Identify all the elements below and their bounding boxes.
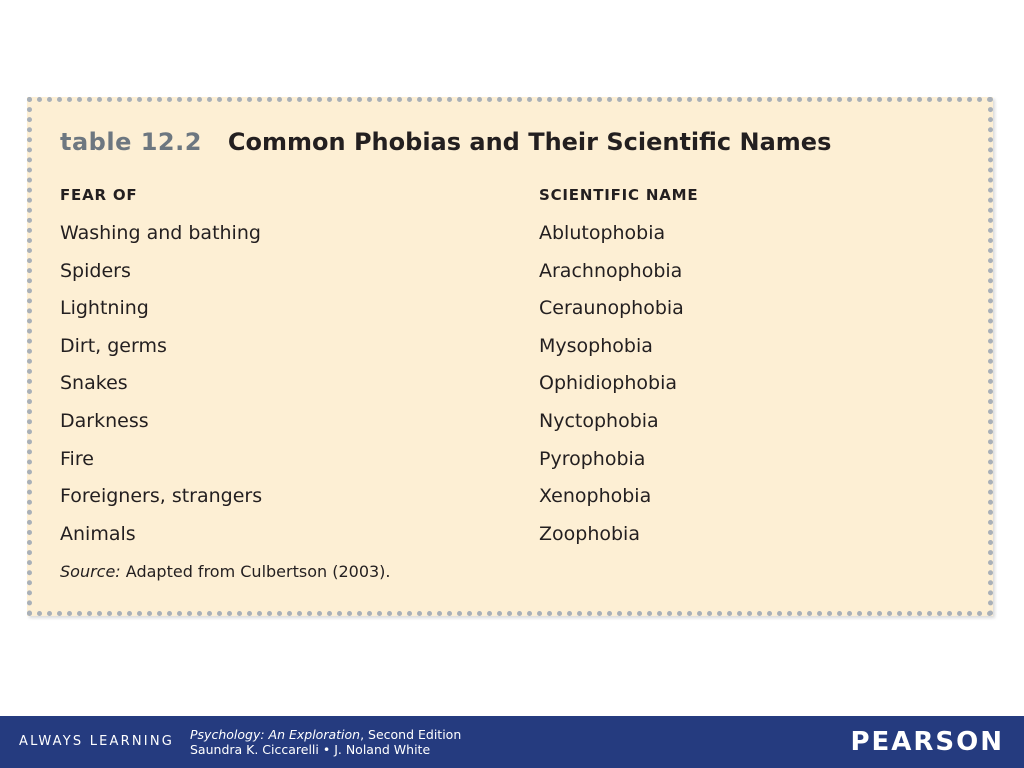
book-edition: , Second Edition — [360, 727, 462, 742]
fear-cell: Washing and bathing — [60, 222, 261, 244]
scientific-name-cell: Zoophobia — [539, 522, 640, 545]
fear-cell: Spiders — [60, 259, 131, 282]
book-authors: Saundra K. Ciccarelli • J. Noland White — [190, 742, 431, 757]
scientific-name-cell: Ophidiophobia — [539, 372, 678, 395]
scientific-name-cell: Pyrophobia — [539, 447, 646, 470]
table-caption: Common Phobias and Their Scientific Names — [227, 128, 832, 156]
scientific-name-cell: Mysophobia — [539, 334, 653, 357]
footer-tagline: ALWAYS LEARNING — [19, 734, 175, 749]
table-source-note — [60, 562, 391, 581]
pearson-logo: PEARSON — [850, 727, 1004, 757]
scientific-name-cell: Nyctophobia — [539, 409, 659, 432]
footer-bar — [0, 716, 1024, 768]
fear-cell: Lightning — [60, 297, 149, 320]
fear-cell: Animals — [60, 522, 136, 545]
fear-of-header: FEAR OF — [60, 186, 138, 204]
source-label: Source: — [60, 562, 121, 581]
book-title: Psychology: An Exploration — [190, 727, 361, 742]
scientific-name-cell: Xenophobia — [539, 485, 652, 508]
fear-of-column — [60, 184, 262, 553]
fear-cell: Dirt, germs — [60, 334, 167, 357]
fear-cell: Fire — [60, 447, 94, 470]
table-number: table 12.2 — [60, 128, 202, 156]
scientific-name-cell: Ceraunophobia — [539, 297, 684, 320]
fear-cell: Snakes — [60, 372, 128, 395]
table-title — [60, 128, 831, 156]
source-text: Adapted from Culbertson (2003). — [120, 562, 391, 581]
scientific-name-cell: Ablutophobia — [539, 222, 666, 244]
book-info — [190, 727, 461, 757]
fear-cell: Darkness — [60, 409, 149, 432]
scientific-name-header: SCIENTIFIC NAME — [539, 186, 699, 204]
phobia-table-panel — [27, 97, 993, 616]
scientific-name-cell: Arachnophobia — [539, 259, 683, 282]
scientific-name-column — [539, 184, 698, 553]
fear-cell: Foreigners, strangers — [60, 485, 263, 508]
